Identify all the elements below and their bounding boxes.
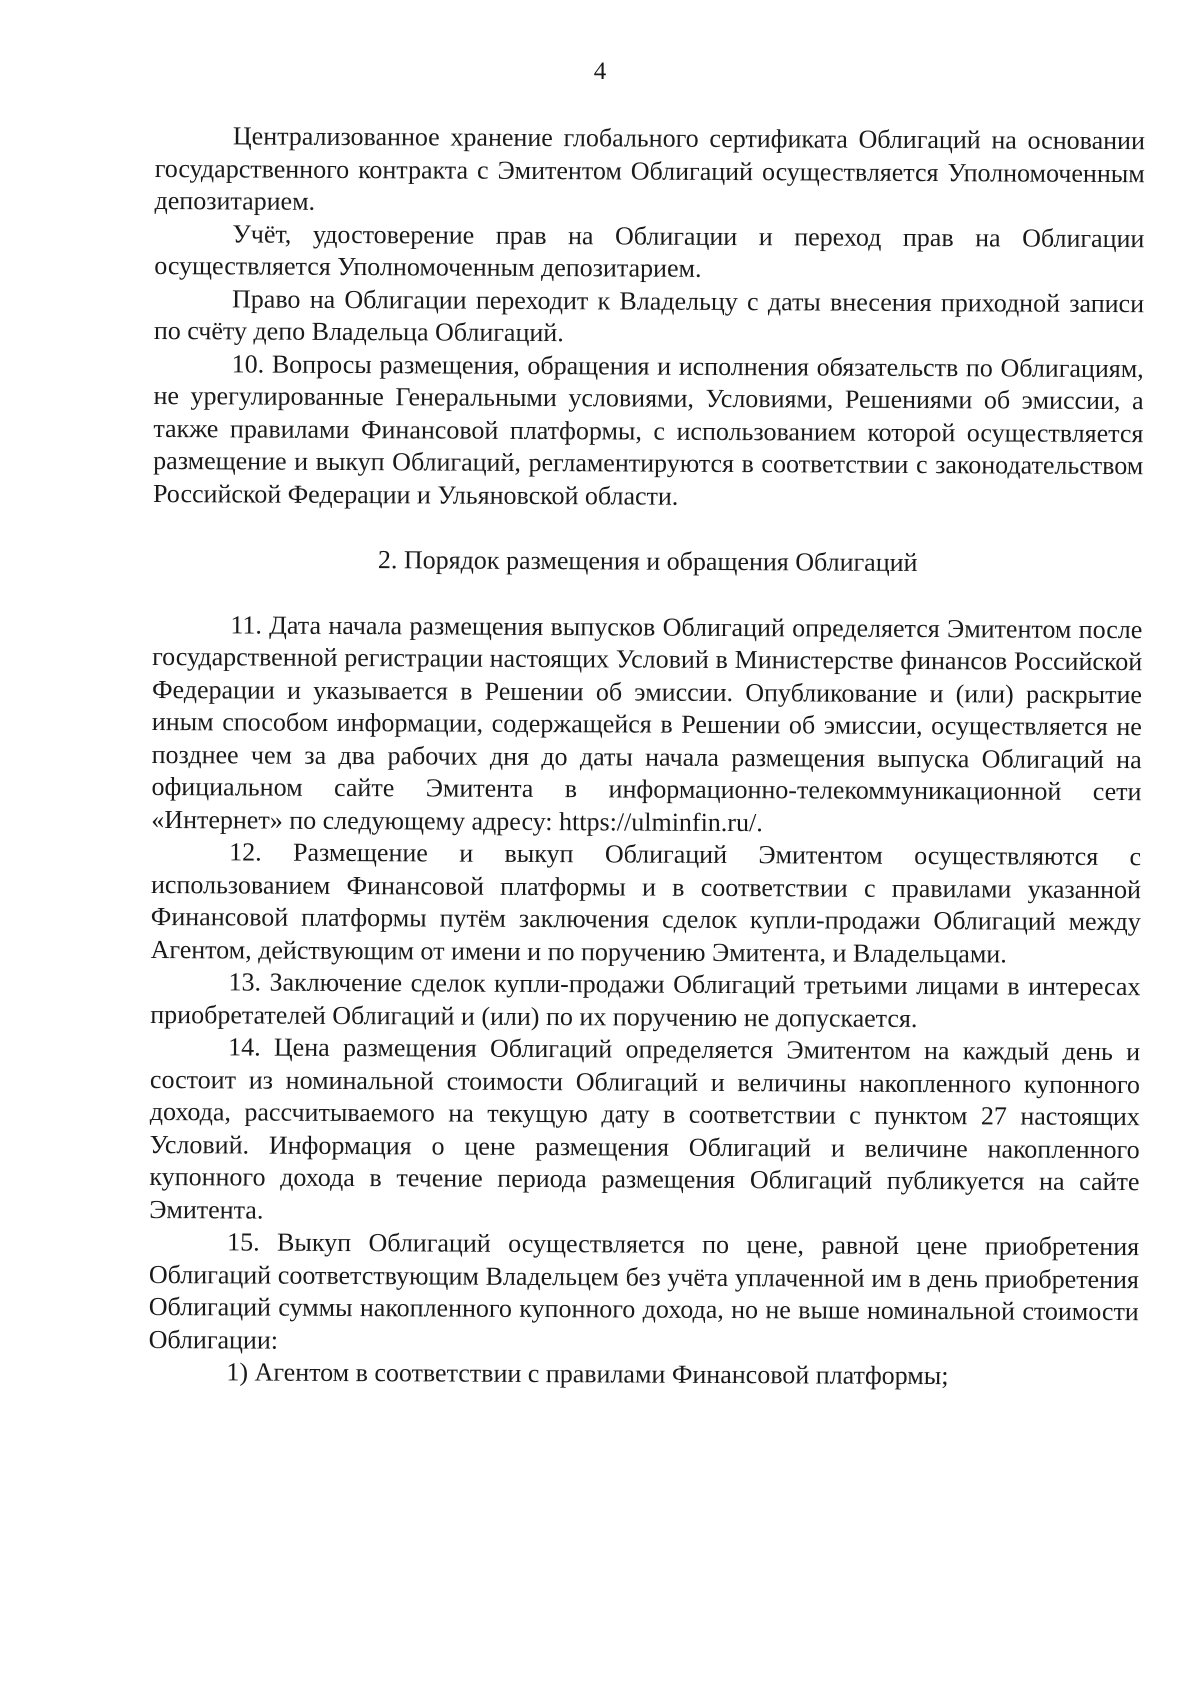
paragraph-clause-14: 14. Цена размещения Облигаций определяется Эмитентом на каждый день и состоит из номинальной стоимости Облигаций и величины накопленного купонного дохода, рассчитываемого на текущую дату в соответствии с пунктом 27 настоящих Условий. Информация о цене размещения Облигаций и величине накопленного купонного дохода в течение периода размещения Облигаций публикуется на сайте Эмитента.: [149, 1032, 1141, 1225]
document-body: [148, 120, 1145, 1394]
paragraph-clause-15: 15. Выкуп Облигаций осуществляется по цене, равной цене приобретения Облигаций соответствующим Владельцем без учёта уплаченной им в день приобретения Облигаций суммы накопленного купонного дохода, но не выше номинальной стоимости Облигации:: [148, 1227, 1140, 1355]
paragraph-rights-transfer: Право на Облигации переходит к Владельцу с даты внесения приходной записи по счёту депо Владельца Облигаций.: [153, 283, 1145, 348]
paragraph-central-storage: Централизованное хранение глобального сертификата Облигаций на основании государственного контракта с Эмитентом Облигаций осуществляется Уполномоченным депозитарием.: [154, 121, 1145, 216]
paragraph-clause-11: 11. Дата начала размещения выпусков Облигаций определяется Эмитентом после государственной регистрации настоящих Условий в Министерстве финансов Российской Федерации и указывается в Решении об эмиссии. Опубликование и (или) раскрытие иным способом информации, содержащейся в Решении об эмиссии, осуществляется не позднее чем за два рабочих дня до даты начала размещения выпуска Облигаций на официальном сайте Эмитента в информационно-телекоммуникационной сети «Интернет» по следующему адресу: https://ulminfin.ru/.: [151, 609, 1143, 837]
paragraph-clause-10: 10. Вопросы размещения, обращения и исполнения обязательств по Облигациям, не урегулированные Генеральными условиями, Условиями, Решениями об эмиссии, а также правилами Финансовой платформы, с использованием которой осуществляется размещение и выкуп Облигаций, регламентируются в соответствии с законодательством Российской Федерации и Ульяновской области.: [152, 348, 1144, 511]
paragraph-clause-12: 12. Размещение и выкуп Облигаций Эмитентом осуществляются с использованием Финансовой платформы и в соответствии с правилами указанной Финансовой платформы путём заключения сделок купли-продажи Облигаций между Агентом, действующим от имени и по поручению Эмитента, и Владельцами.: [150, 837, 1142, 968]
paragraph-clause-13: 13. Заключение сделок купли-продажи Облигаций третьими лицами в интересах приобретателей Облигаций и (или) по их поручению не допускается.: [150, 967, 1141, 1033]
page-number: 4: [593, 58, 607, 85]
section-heading-2: 2. Порядок размещения и обращения Облигаций: [377, 545, 918, 577]
paragraph-clause-15-item-1: 1) Агентом в соответствии с правилами Финансовой платформы;: [226, 1357, 949, 1391]
paragraph-rights-accounting: Учёт, удостоверение прав на Облигации и переход прав на Облигации осуществляется Уполномоченным депозитарием.: [154, 218, 1145, 283]
